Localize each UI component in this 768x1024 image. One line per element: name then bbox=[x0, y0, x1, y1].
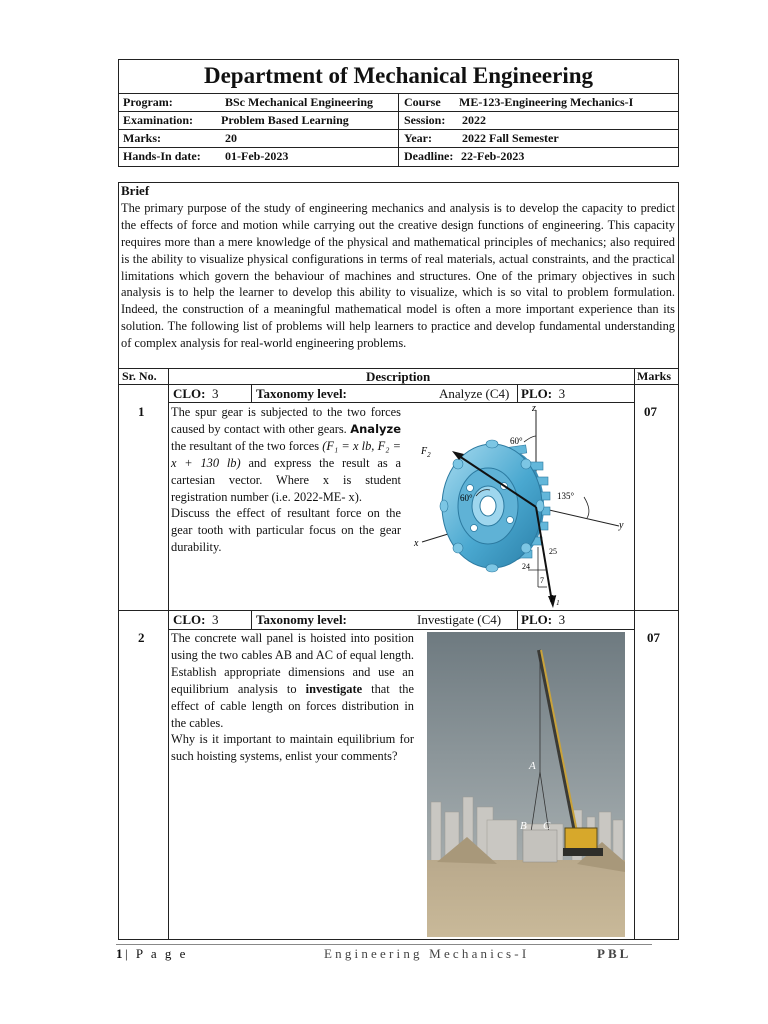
problem-2-taxonomy-value: Investigate (C4) bbox=[417, 612, 502, 627]
angle-arc-135 bbox=[584, 497, 589, 518]
examination-label: Examination: bbox=[123, 113, 194, 127]
ground bbox=[427, 860, 625, 937]
problem-2-number: 2 bbox=[138, 630, 145, 645]
examination-value: Problem Based Learning bbox=[221, 113, 349, 127]
deadline-value: 22-Feb-2023 bbox=[461, 149, 525, 163]
col-marks-header: Marks bbox=[637, 369, 671, 383]
angle-60-top-label: 60° bbox=[510, 436, 523, 446]
divider bbox=[168, 368, 169, 940]
problem-2-clo: CLO: 3 bbox=[173, 612, 219, 627]
point-a-label: A bbox=[529, 760, 536, 772]
angle-135-label: 135° bbox=[557, 491, 575, 501]
marks-label: Marks: bbox=[123, 131, 161, 145]
problem-1-marks: 07 bbox=[644, 404, 657, 419]
y-axis-label: y bbox=[619, 520, 624, 531]
problem-2-plo: PLO: 3 bbox=[521, 612, 566, 627]
session-value: 2022 bbox=[462, 113, 486, 127]
hands-in-value: 01-Feb-2023 bbox=[225, 149, 289, 163]
col-description-header: Description bbox=[366, 369, 431, 384]
footer-course: Engineering Mechanics-I bbox=[324, 946, 530, 961]
deadline-label: Deadline: bbox=[404, 149, 454, 163]
slope-25-label: 25 bbox=[549, 547, 557, 556]
divider bbox=[517, 384, 518, 402]
crane-base bbox=[563, 848, 603, 856]
f2-label: $F_2$ bbox=[421, 446, 431, 459]
z-axis-label: z bbox=[532, 403, 536, 414]
problem-1-taxonomy-label: Taxonomy level: bbox=[256, 386, 347, 401]
marks-value: 20 bbox=[225, 131, 237, 145]
hands-in-label: Hands-In date: bbox=[123, 149, 201, 163]
course-label: Course bbox=[404, 95, 441, 109]
col-sr-header: Sr. No. bbox=[122, 369, 157, 383]
brief-text: The primary purpose of the study of engineering mechanics and analysis is to develop the capacity to predict the effects of force and motion while carrying out the creative design functions of engineering. This capacity requires more than a mere knowledge of the physical and mathematical principles of mechanics; also required is the ability to visualize physical configurations in terms of real materials, actual constraints, and the practical limitations which govern the behaviour of machines and structures. One of the primary objectives in such analysis is to help the learner to develop this ability to visualize, which is so vital to problem formulation. Indeed, the construction of a meaningful mathematical model is often a more important experience than its solution. The following list of problems will help learners to practice and develop fundamental understanding of complex analysis for real-world engineering problems. bbox=[121, 200, 675, 351]
slope-7-label: 7 bbox=[540, 576, 544, 585]
session-label: Session: bbox=[404, 113, 446, 127]
footer-pbl: PBL bbox=[597, 946, 632, 961]
slope-24-label: 24 bbox=[522, 562, 530, 571]
wall-panel-hoisted bbox=[523, 830, 557, 862]
program-label: Program: bbox=[123, 95, 173, 109]
problem-1-number: 1 bbox=[138, 404, 145, 419]
year-value: 2022 Fall Semester bbox=[462, 131, 559, 145]
program-value: BSc Mechanical Engineering bbox=[225, 95, 373, 109]
course-value: ME-123-Engineering Mechanics-I bbox=[459, 95, 634, 109]
footer-page: 1| P a g e bbox=[116, 946, 188, 961]
divider bbox=[118, 610, 679, 611]
point-b-label: B bbox=[520, 820, 527, 832]
problem-1-plo: PLO: 3 bbox=[521, 386, 566, 401]
problem-2-taxonomy-label: Taxonomy level: bbox=[256, 612, 347, 627]
footer-rule bbox=[116, 944, 652, 945]
point-c-label: C bbox=[543, 820, 551, 832]
divider bbox=[251, 610, 252, 629]
problem-1-clo: CLO: 3 bbox=[173, 386, 219, 401]
angle-arc-60-top bbox=[524, 436, 536, 442]
divider bbox=[517, 610, 518, 629]
divider bbox=[634, 368, 635, 940]
problem-1-description: The spur gear is subjected to the two forces caused by contact with other gears. Analyze the resultant of the two forces (F₁ = x lb, F₂ = x + 130 lb) and express the result as a cartesian vector. Where x is student registration number (i.e. 2022-ME- x). Discuss the effect of resultant force on the gear tooth with particular focus on the gear durability. bbox=[171, 405, 401, 555]
divider bbox=[398, 93, 399, 167]
crane-cab bbox=[565, 828, 597, 850]
year-label: Year: bbox=[404, 131, 432, 145]
crane-photo bbox=[427, 632, 625, 937]
angle-60-left-label: 60° bbox=[460, 493, 473, 503]
brief-section bbox=[121, 183, 675, 352]
spur-gear-figure bbox=[404, 402, 634, 610]
problem-2-marks: 07 bbox=[647, 630, 660, 645]
brief-heading: Brief bbox=[121, 183, 150, 198]
problem-2-description: The concrete wall panel is hoisted into position using the two cables AB and AC of equal length. Establish appropriate dimensions and use an equilibrium analysis to investigate that the effect of cable length on forces distribution in the cables. Why is it important to maintain equilibrium for such hoisting systems, enlist your comments? bbox=[171, 631, 414, 764]
problem-1-taxonomy-value: Analyze (C4) bbox=[439, 386, 510, 401]
x-axis-label: x bbox=[414, 538, 419, 549]
f1-label: $F_1$ bbox=[550, 594, 560, 607]
divider bbox=[251, 384, 252, 402]
department-title: Department of Mechanical Engineering bbox=[203, 63, 594, 88]
